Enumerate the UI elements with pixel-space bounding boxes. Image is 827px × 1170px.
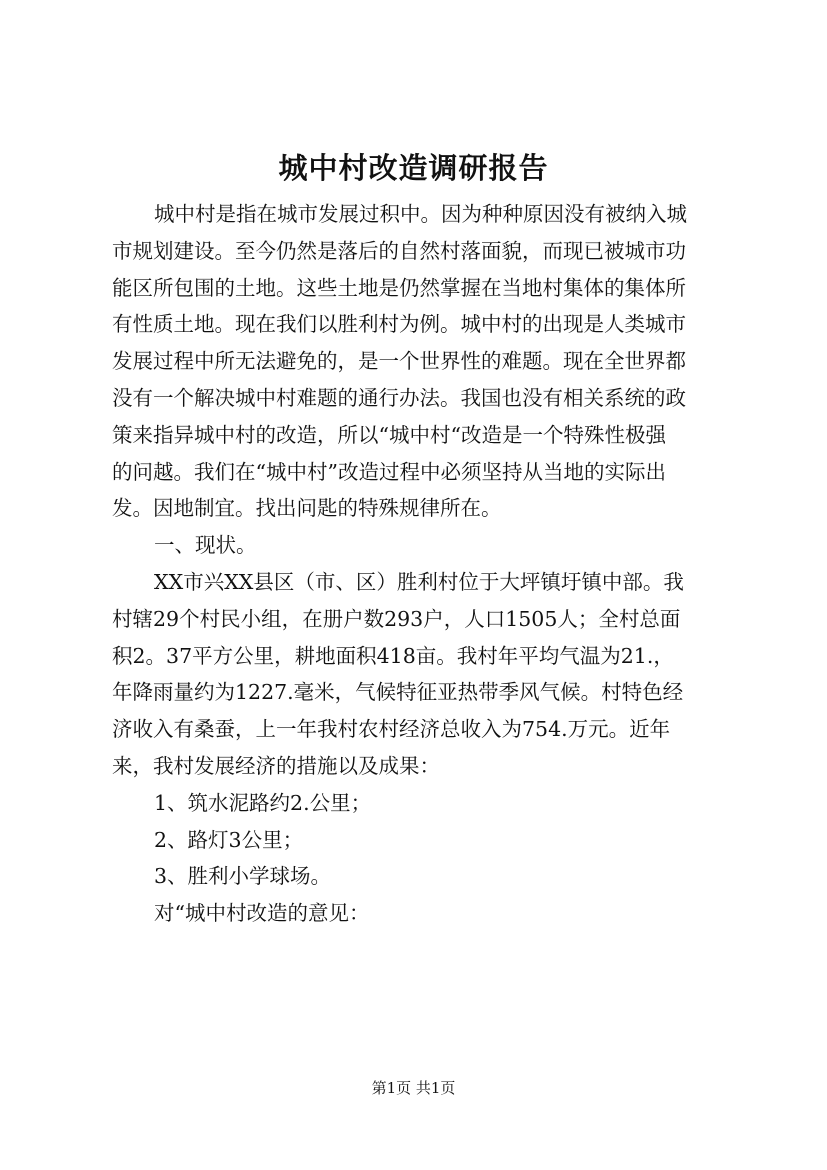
list-item: 3、胜利小学球场。 — [154, 864, 332, 889]
paragraph-line: 济收入有桑蚕，上一年我村农村经济总收入为754.万元。近年 — [112, 717, 671, 742]
paragraph-line: 能区所包围的土地。这些土地是仍然掌握在当地村集体的集体所 — [112, 275, 686, 300]
paragraph-line: 城中村是指在城市发展过积中。因为种种原因没有被纳入城 — [154, 202, 687, 226]
list-item: 2、路灯3公里； — [154, 827, 304, 852]
paragraph-line: 没有一个解决城中村难题的通行办法。我国也没有相关系统的政 — [112, 385, 686, 410]
paragraph-line: 对“城中村改造的意见： — [154, 901, 370, 926]
paragraph-line: 策来指异城中村的改造，所以“城中村“改造是一个特殊性极强 — [112, 422, 666, 447]
paragraph-line: 市规划建设。至今仍然是落后的自然村落面貌，而现已被城市功 — [112, 238, 686, 263]
paragraph-line: 年降雨量约为1227.毫米，气候特征亚热带季风气候。村特色经 — [112, 680, 684, 705]
document-title: 城中村改造调研报告 — [278, 151, 549, 185]
paragraph-line: XX市兴XX县区（市、区）胜利村位于大坪镇圩镇中部。我 — [154, 569, 684, 594]
paragraph-line: 积2。37平方公里，耕地面积418亩。我村年平均气温为21.， — [112, 643, 674, 668]
paragraph-line: 发展过程中所无法避免的，是一个世界性的难题。现在全世界都 — [112, 349, 686, 374]
paragraph-line: 的问越。我们在“城中村”改造过程中必须坚持从当地的实际出 — [112, 459, 666, 484]
paragraph-line: 村辖29个村民小组，在册户数293户，人口1505人；全村总面 — [112, 606, 681, 631]
paragraph-line: 来，我村发展经济的措施以及成果： — [112, 753, 440, 778]
page-number-footer: 第1页 共1页 — [371, 1079, 456, 1097]
document-body — [112, 196, 728, 932]
list-item: 1、筑水泥路约2.公里； — [154, 790, 372, 815]
section-heading: 一、现状。 — [154, 533, 257, 558]
paragraph-line: 有性质土地。现在我们以胜利村为例。城中村的出现是人类城市 — [112, 312, 686, 337]
paragraph-line: 发。因地制宜。找出问匙的特殊规律所在。 — [112, 496, 502, 521]
